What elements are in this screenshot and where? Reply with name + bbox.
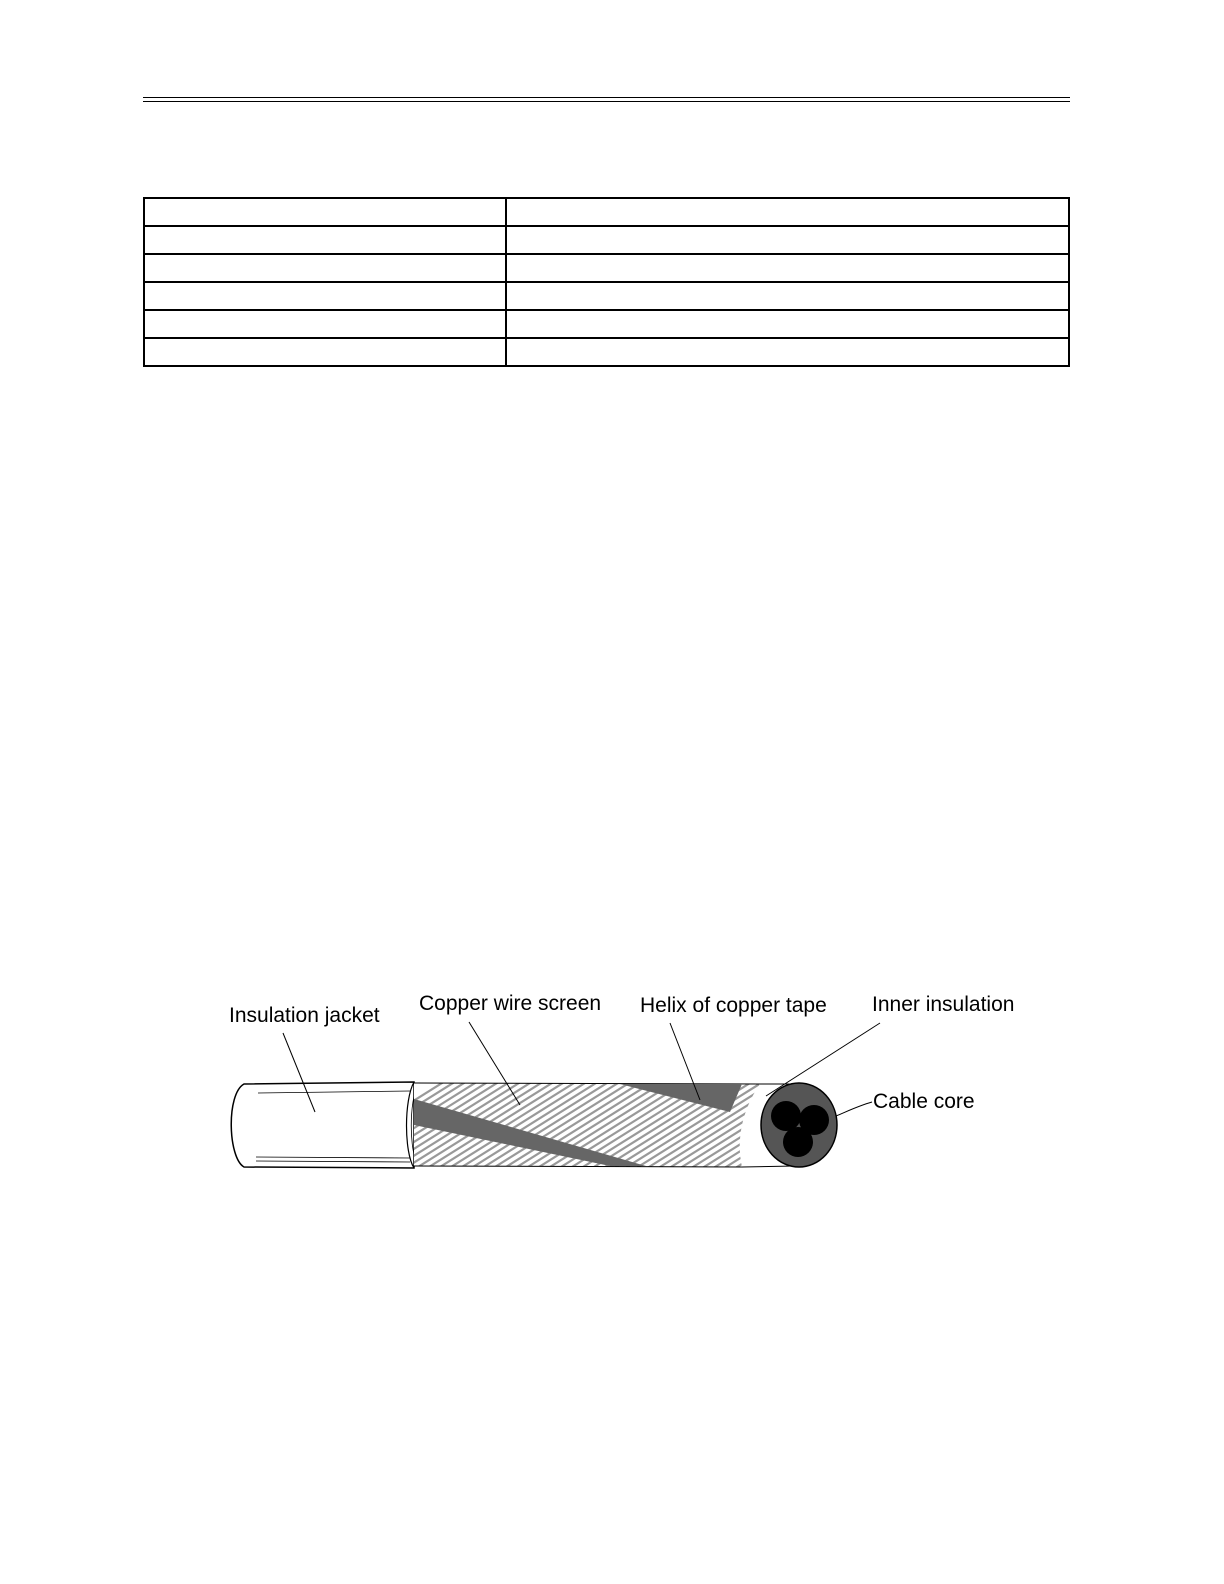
- insulation-jacket-shape: [231, 1082, 418, 1168]
- conductor: [771, 1101, 801, 1131]
- header-rule-bottom: [143, 101, 1070, 102]
- table-cell: [506, 254, 1069, 282]
- table-cell: [144, 198, 506, 226]
- label-cable-core: Cable core: [873, 1090, 975, 1113]
- table-row: [144, 198, 1069, 226]
- cable-cross-section-diagram: [0, 960, 1224, 1200]
- label-insulation-jacket: Insulation jacket: [229, 1004, 380, 1027]
- empty-table: [143, 197, 1070, 367]
- table-row: [144, 310, 1069, 338]
- table-cell: [506, 310, 1069, 338]
- cable-core-shape: [761, 1083, 837, 1167]
- table-row: [144, 338, 1069, 366]
- table-row: [144, 226, 1069, 254]
- table-cell: [144, 254, 506, 282]
- table-cell: [506, 338, 1069, 366]
- table-row: [144, 254, 1069, 282]
- label-helix-copper-tape: Helix of copper tape: [640, 994, 827, 1017]
- table-row: [144, 282, 1069, 310]
- conductor: [783, 1127, 813, 1157]
- leader-line-cable-core: [836, 1102, 872, 1116]
- label-inner-insulation: Inner insulation: [872, 993, 1015, 1016]
- table-cell: [506, 226, 1069, 254]
- leader-line-inner-insulation: [766, 1023, 880, 1096]
- table-cell: [506, 198, 1069, 226]
- header-rule-top: [143, 97, 1070, 98]
- table-cell: [144, 310, 506, 338]
- table-cell: [144, 226, 506, 254]
- label-copper-wire-screen: Copper wire screen: [419, 992, 602, 1015]
- table-cell: [506, 282, 1069, 310]
- table-cell: [144, 338, 506, 366]
- cable-diagram-svg: [0, 960, 1224, 1200]
- table-cell: [144, 282, 506, 310]
